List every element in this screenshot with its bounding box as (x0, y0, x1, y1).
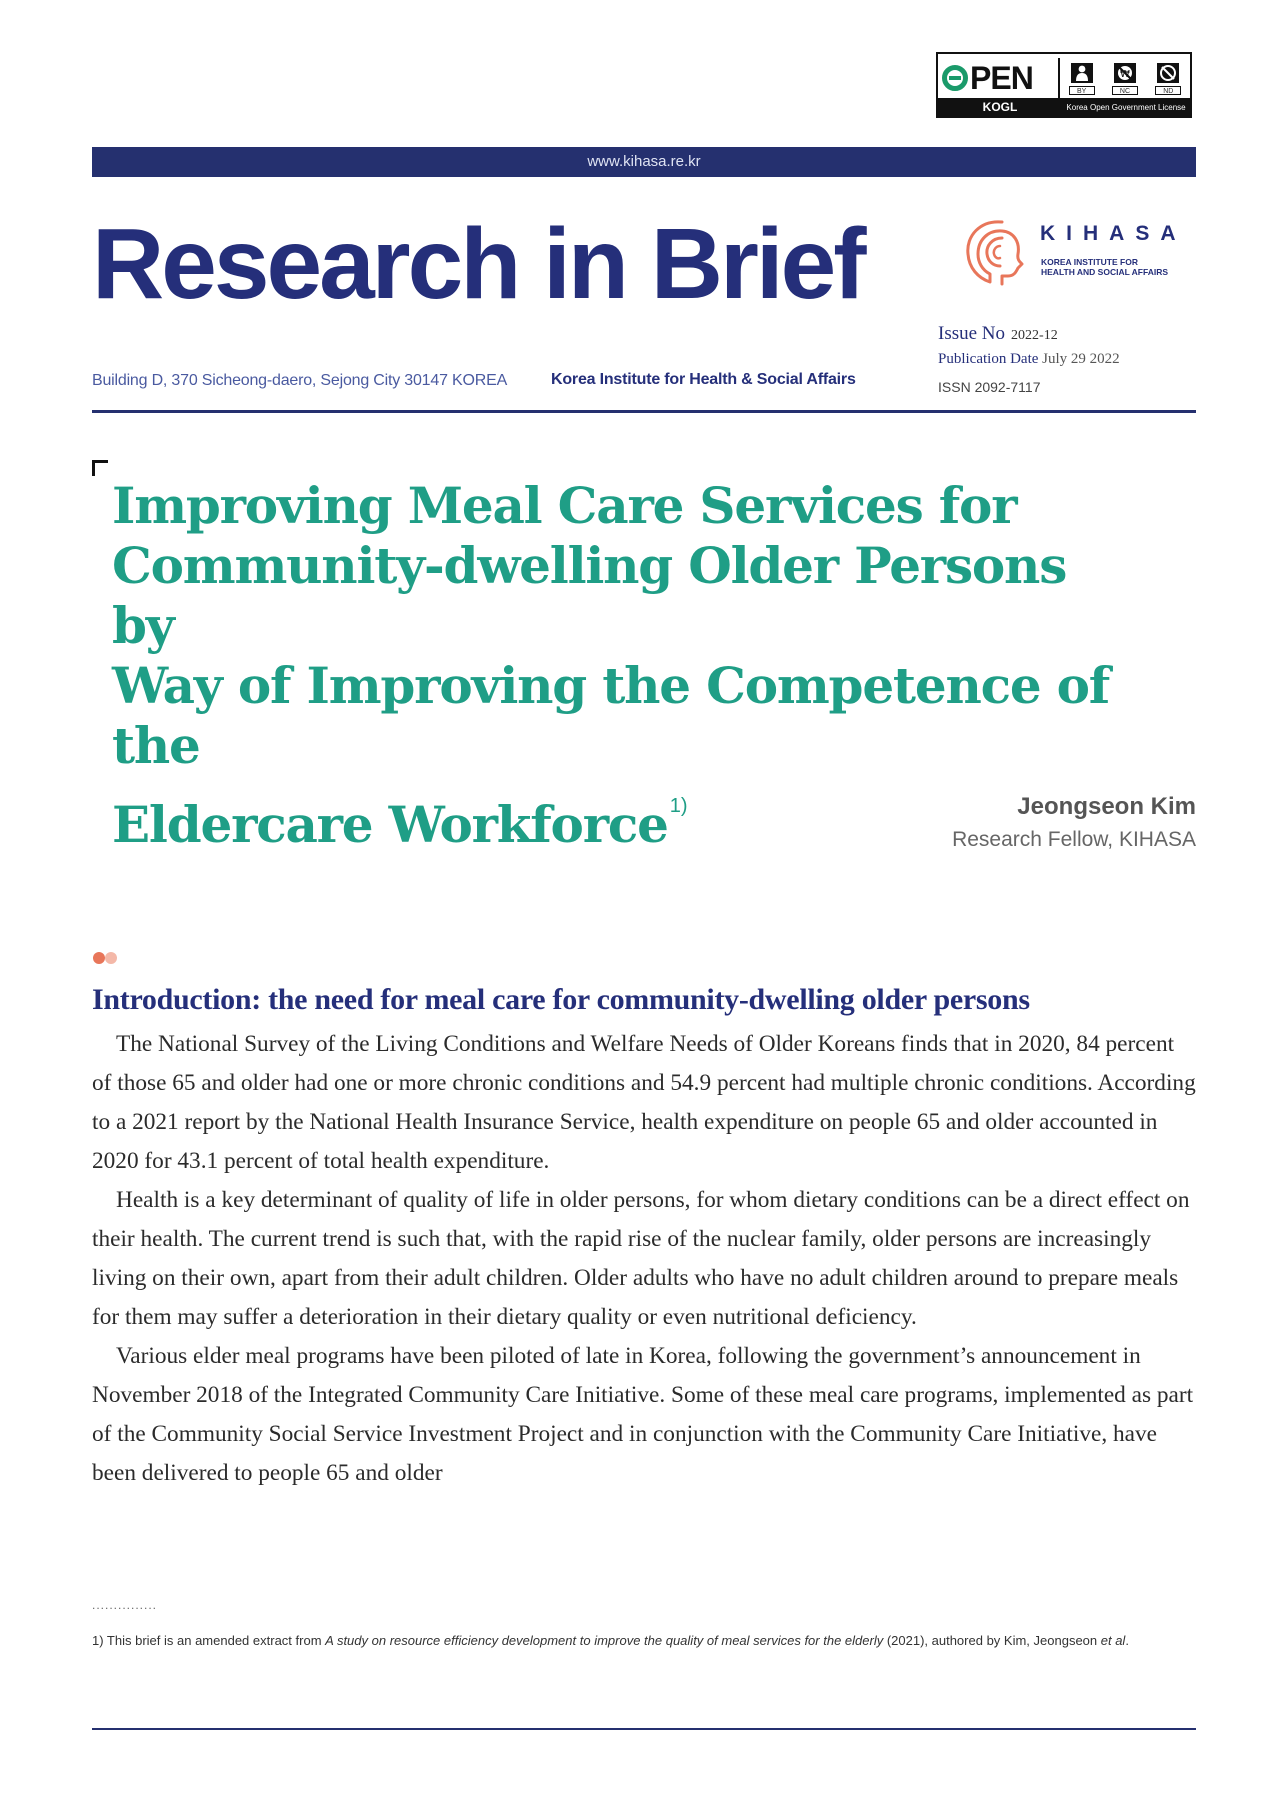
license-icons (1058, 58, 1190, 98)
article-title-line: Improving Meal Care Services for (112, 476, 1017, 535)
license-tag-nd: ND (1155, 86, 1181, 95)
website-bar (92, 147, 1196, 177)
footnote (92, 1630, 1196, 1651)
open-wordmark (942, 58, 1056, 98)
footnote-reference[interactable]: 1) (669, 795, 688, 817)
header-divider (92, 410, 1196, 413)
kihasa-subtitle-line2: HEALTH AND SOCIAL AFFAIRS (1041, 267, 1169, 277)
issue-value: 2022-12 (1011, 328, 1058, 343)
issn: ISSN 2092-7117 (938, 379, 1041, 395)
corner-mark (92, 460, 108, 476)
article-title (112, 476, 1112, 855)
article-title-line: Community-dwelling Older Persons by (112, 536, 1067, 655)
kihasa-subtitle-line1: KOREA INSTITUTE FOR (1041, 257, 1138, 267)
kogl-label: KOGL (982, 100, 1018, 114)
license-tag-nc: NC (1112, 86, 1138, 95)
license-name: Korea Open Government License (1066, 102, 1186, 112)
kogl-license-badge (936, 52, 1192, 118)
author-role: Research Fellow, KIHASA (952, 828, 1196, 851)
pubdate-value: July 29 2022 (1042, 351, 1120, 367)
body-paragraph: Various elder meal programs have been piloted of late in Korea, following the government’s announcement in November 2018 of the Integrated Community Care Initiative. Some of these meal care programs, implemented as part of the Community Social Service Investment Project and in conjunction with the Community Care Initiative, have been delivered to people 65 and older (92, 1343, 1194, 1486)
footnote-work-title: A study on resource efficiency development to improve the quality of meal services for the elderly (325, 1633, 884, 1648)
publication-date (938, 351, 1120, 368)
footer-divider (92, 1728, 1196, 1730)
won-prohibited-icon (1108, 61, 1142, 95)
section-dots-icon (92, 951, 122, 965)
footnote-suffix: . (1125, 1633, 1129, 1648)
footnote-middle: (2021), authored by Kim, Jeongseon (883, 1633, 1101, 1648)
no-derivatives-icon (1151, 61, 1185, 95)
section-body (92, 1025, 1198, 1493)
kihasa-subtitle (1041, 257, 1201, 277)
pubdate-label: Publication Date (938, 351, 1039, 367)
issue-number (938, 323, 1058, 345)
footnote-prefix: 1) This brief is an amended extract from (92, 1633, 326, 1648)
kogl-footer (938, 98, 1190, 116)
kihasa-logo-icon (962, 216, 1028, 288)
person-icon (1065, 61, 1099, 95)
article-title-line: Way of Improving the Competence of the (112, 656, 1110, 775)
footnote-separator: ............... (92, 1598, 158, 1612)
body-paragraph: The National Survey of the Living Conditions and Welfare Needs of Older Koreans finds that in 2020, 84 percent of those 65 and older had one or more chronic conditions and 54.9 percent had multiple chronic conditions. According to a 2021 report by the National Health Insurance Service, health expenditure on people 65 and older accounted in 2020 for 43.1 percent of total health expenditure. (92, 1031, 1196, 1174)
open-text: PEN (970, 59, 1033, 96)
open-o-icon (942, 65, 968, 91)
section-heading: Introduction: the need for meal care for community-dwelling older persons (92, 983, 1030, 1016)
institute-name: Korea Institute for Health & Social Affairs (551, 371, 856, 388)
body-paragraph: Health is a key determinant of quality of life in older persons, for whom dietary conditions can be a direct effect on their health. The current trend is such that, with the rapid rise of the nuclear family, older persons are increasingly living on their own, apart from their adult children. Older adults who have no adult children around to prepare meals for them may suffer a deterioration in their dietary quality or even nutritional deficiency. (92, 1187, 1190, 1330)
website-link[interactable]: www.kihasa.re.kr (587, 153, 701, 170)
series-title: Research in Brief (92, 208, 864, 320)
article-title-line: Eldercare Workforce (112, 795, 668, 854)
author-name: Jeongseon Kim (1017, 793, 1196, 820)
issue-label: Issue No (938, 323, 1006, 344)
address: Building D, 370 Sicheong-daero, Sejong City 30147 KOREA (92, 372, 508, 389)
footnote-et-al: et al (1100, 1633, 1126, 1648)
license-tag-by: BY (1069, 86, 1095, 95)
svg-text:₩: ₩ (1120, 69, 1130, 80)
kihasa-wordmark: KIHASA (1040, 222, 1187, 245)
